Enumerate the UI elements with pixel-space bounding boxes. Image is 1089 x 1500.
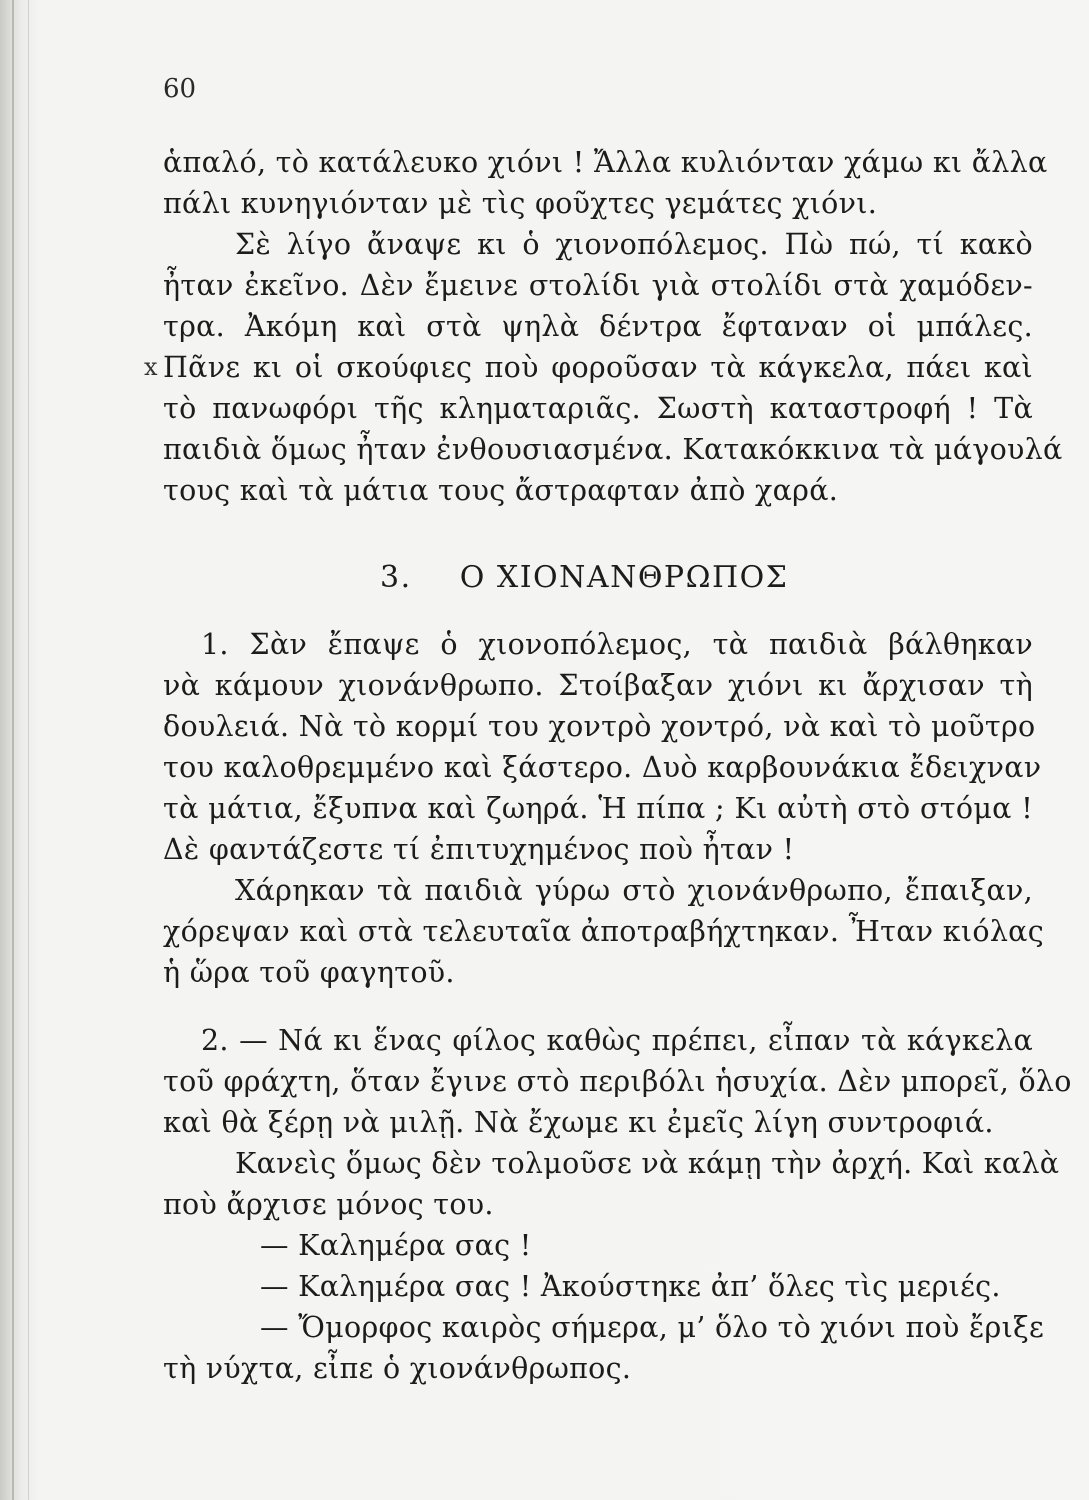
text-line: πάλι κυνηγιόνταν μὲ τὶς φοῦχτες γεμάτες χιόνι. bbox=[163, 187, 878, 220]
text-line: ἡ ὥρα τοῦ φαγητοῦ. bbox=[163, 956, 455, 989]
text-line: Πᾶνε κι οἱ σκούφιες ποὺ φοροῦσαν τὰ κάγκελα, πάει καὶ bbox=[163, 351, 1033, 384]
dialogue-line: — Καλημέρα σας ! bbox=[260, 1229, 532, 1262]
text-line: τὰ μάτια, ἔξυπνα καὶ ζωηρά. Ἡ πίπα ; Κι αὐτὴ στὸ στόμα ! bbox=[163, 792, 1033, 825]
text-line: ἦταν ἐκεῖνο. Δὲν ἔμεινε στολίδι γιὰ στολίδι στὰ χαμόδεν- bbox=[163, 269, 1033, 302]
text-line: νὰ κάμουν χιονάνθρωπο. Στοίβαξαν χιόνι κι ἄρχισαν τὴ bbox=[163, 669, 1033, 702]
text-line: τὸ πανωφόρι τῆς κληματαριᾶς. Σωστὴ καταστροφή ! Τὰ bbox=[163, 392, 1033, 425]
text-line: 1. Σὰν ἔπαψε ὁ χιονοπόλεμος, τὰ παιδιὰ βάλθηκαν bbox=[201, 628, 1033, 661]
dialogue-line: — Ὄμορφος καιρὸς σήμερα, μ’ ὅλο τὸ χιόνι ποὺ ἔριξε bbox=[260, 1311, 1045, 1344]
dialogue-line: — Καλημέρα σας ! Ἀκούστηκε ἀπ’ ὅλες τὶς μεριές. bbox=[260, 1270, 1001, 1303]
text-line: 2. — Νά κι ἕνας φίλος καθὼς πρέπει, εἶπαν τὰ κάγκελα bbox=[201, 1024, 1033, 1057]
page-number: 60 bbox=[163, 74, 197, 104]
page-edge-line bbox=[28, 0, 29, 1500]
text-line: του καλοθρεμμένο καὶ ξάστερο. Δυὸ καρβουνάκια ἔδειχναν bbox=[163, 751, 1042, 784]
text-line: ἁπαλό, τὸ κατάλευκο χιόνι ! Ἄλλα κυλιόνταν χάμω κι ἄλλα bbox=[163, 146, 1048, 179]
dialogue-line: τὴ νύχτα, εἶπε ὁ χιονάνθρωπος. bbox=[163, 1352, 632, 1385]
page-edge-shadow bbox=[12, 0, 14, 1500]
text-line: Σὲ λίγο ἄναψε κι ὁ χιονοπόλεμος. Πὼ πώ, τί κακὸ bbox=[235, 228, 1033, 261]
text-line: Χάρηκαν τὰ παιδιὰ γύρω στὸ χιονάνθρωπο, ἔπαιξαν, bbox=[235, 874, 1033, 907]
text-line: Κανεὶς ὅμως δὲν τολμοῦσε νὰ κάμῃ τὴν ἀρχή. Καὶ καλὰ bbox=[235, 1147, 1060, 1180]
text-line: δουλειά. Νὰ τὸ κορμί του χοντρὸ χοντρό, νὰ καὶ τὸ μοῦτρο bbox=[163, 710, 1036, 743]
text-line: παιδιὰ ὅμως ἦταν ἐνθουσιασμένα. Κατακόκκινα τὰ μάγουλά bbox=[163, 433, 1063, 466]
text-line: τοῦ φράχτη, ὅταν ἔγινε στὸ περιβόλι ἡσυχία. Δὲν μπορεῖ, ὅλο bbox=[163, 1065, 1072, 1098]
text-line: ποὺ ἄρχισε μόνος του. bbox=[163, 1188, 494, 1221]
text-line: Δὲ φαντάζεστε τί ἐπιτυχημένος ποὺ ἦταν ! bbox=[163, 833, 795, 866]
text-line: τους καὶ τὰ μάτια τους ἄστραφταν ἀπὸ χαρά. bbox=[163, 474, 839, 507]
margin-annotation-mark: x bbox=[144, 353, 158, 381]
text-line: καὶ θὰ ξέρῃ νὰ μιλῇ. Νὰ ἔχωμε κι ἐμεῖς λίγη συντροφιά. bbox=[163, 1106, 994, 1139]
text-line: τρα. Ἀκόμη καὶ στὰ ψηλὰ δέντρα ἔφταναν οἱ μπάλες. bbox=[163, 310, 1033, 343]
section-title bbox=[380, 560, 788, 595]
text-line: χόρεψαν καὶ στὰ τελευταῖα ἀποτραβήχτηκαν. Ἦταν κιόλας bbox=[163, 915, 1044, 948]
section-heading: Ο ΧΙΟΝΑΝΘΡΩΠΟΣ bbox=[459, 560, 789, 595]
section-number: 3. bbox=[380, 560, 412, 595]
